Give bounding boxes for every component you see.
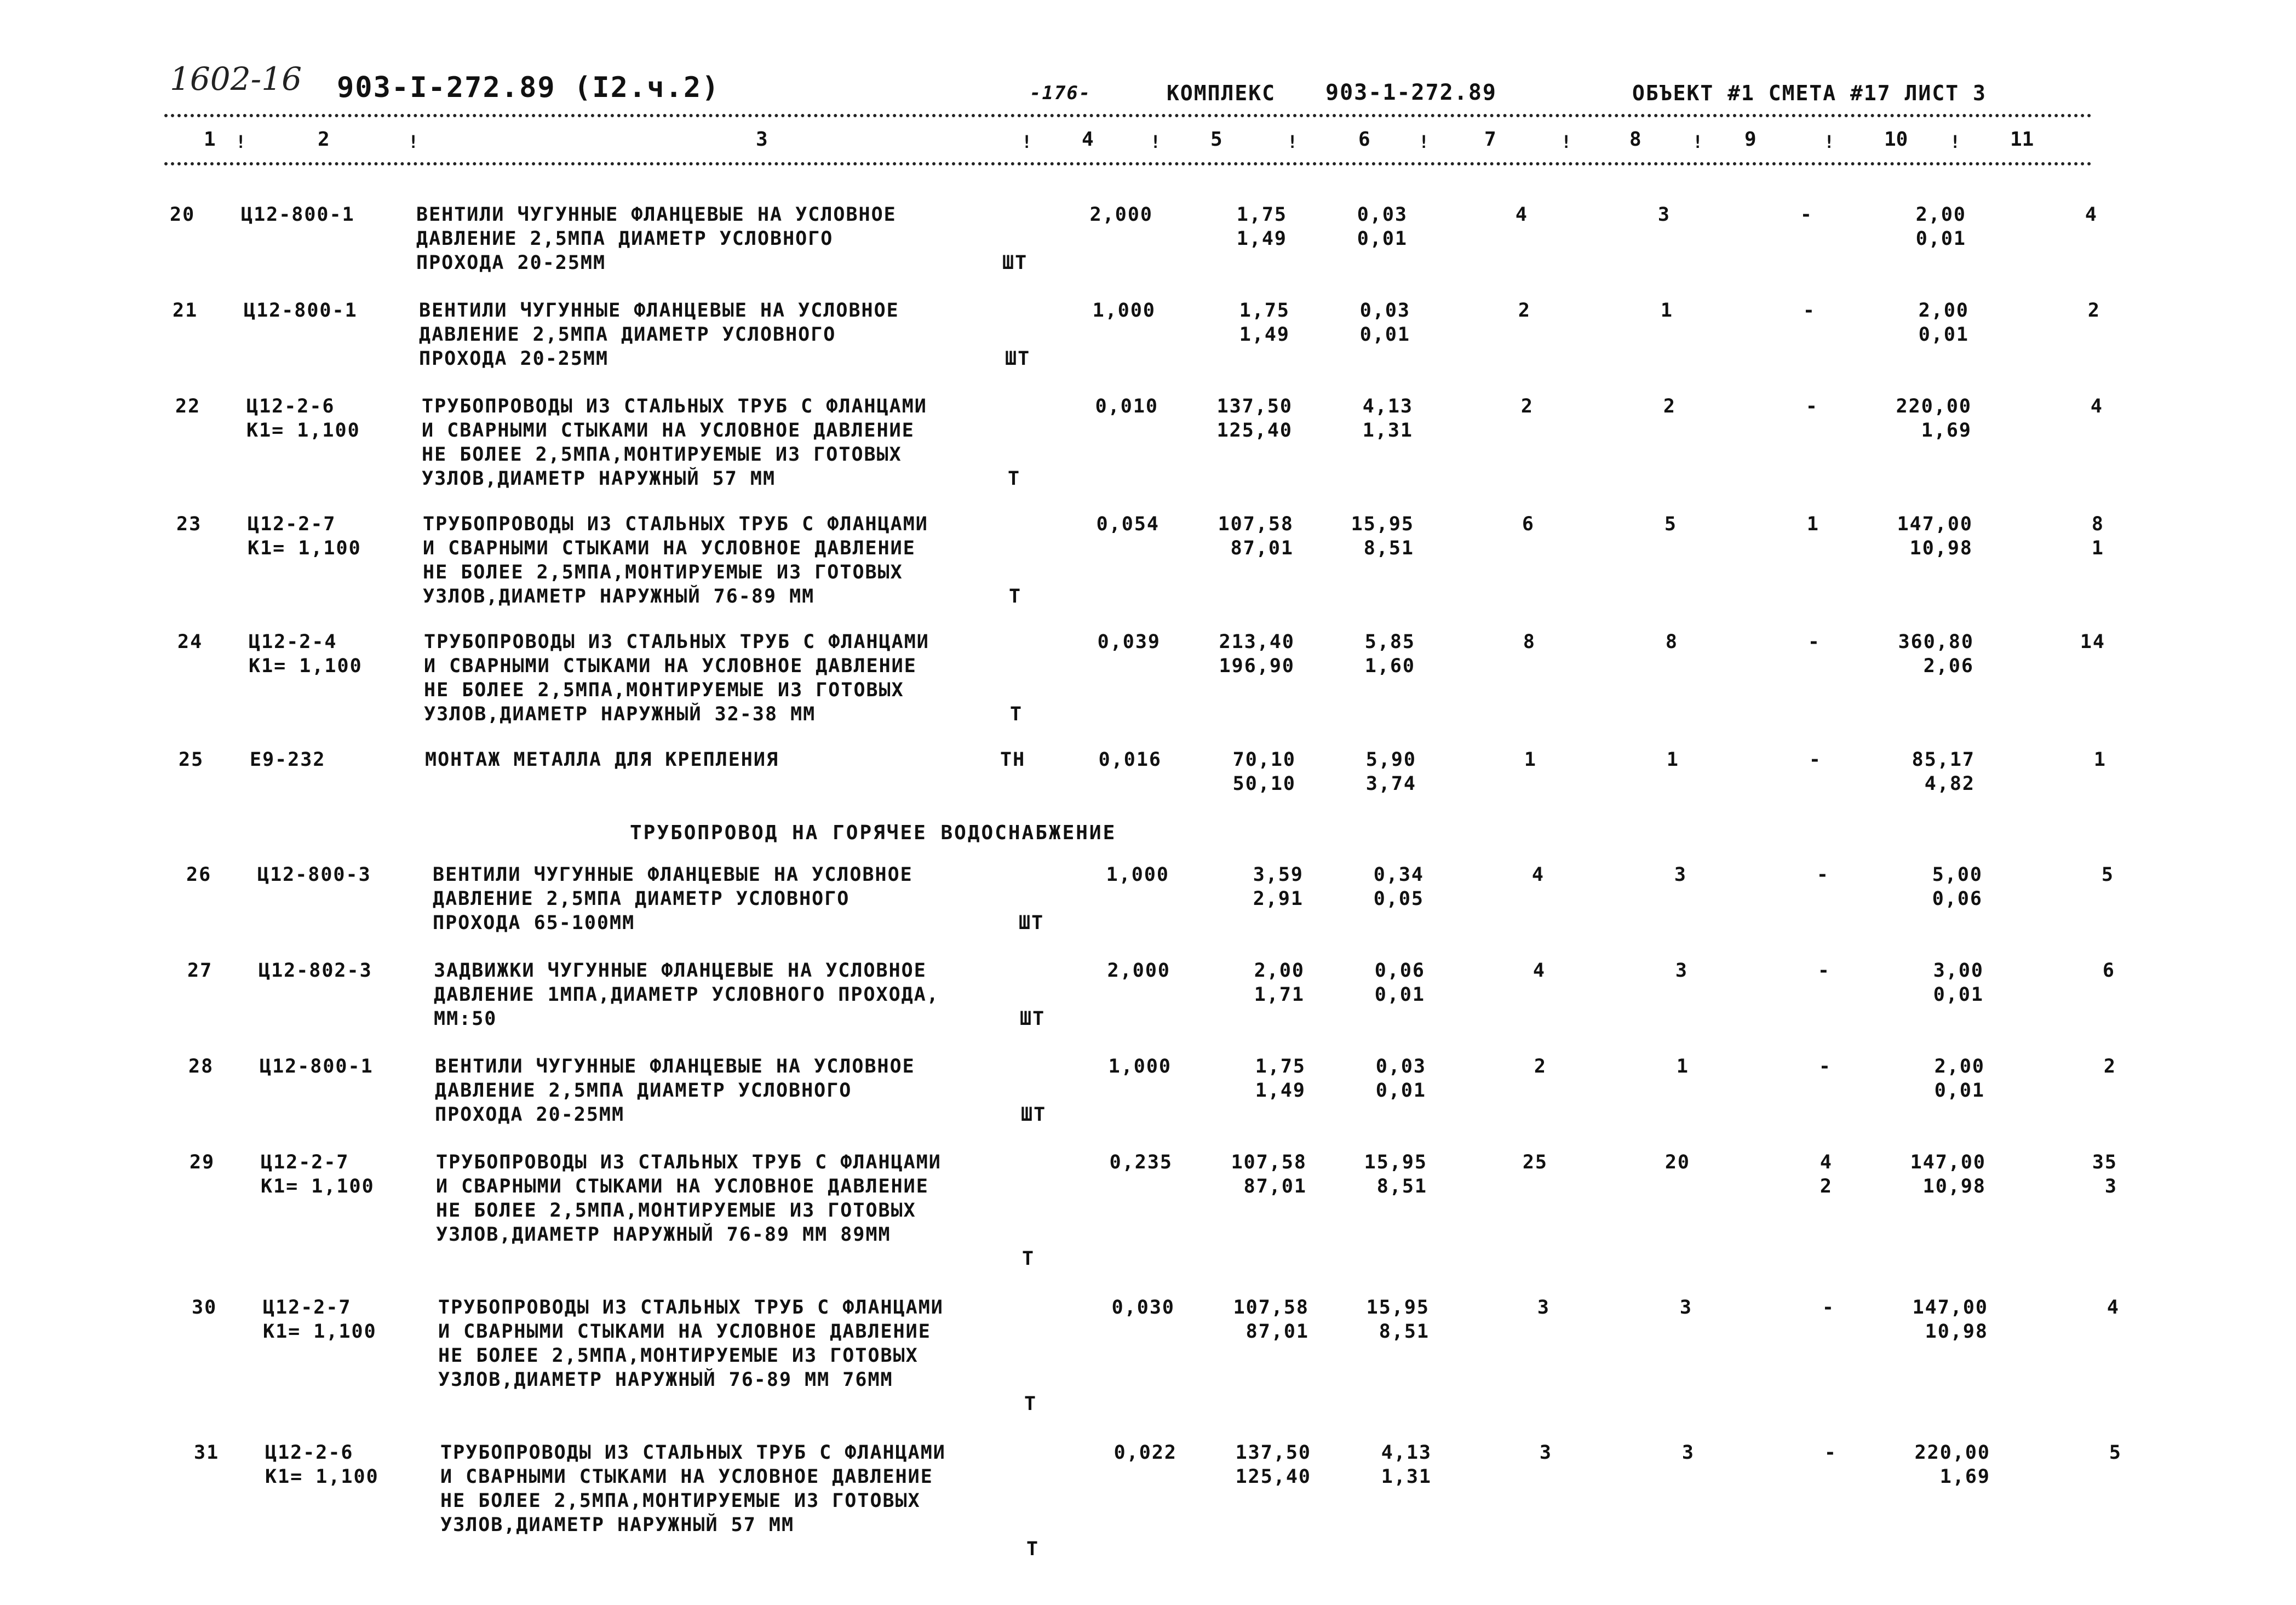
- unit-cost: 70,10 50,10: [1232, 749, 1296, 795]
- rate-code: Ц12-802-3: [259, 960, 372, 982]
- quantity: 2,000: [1089, 204, 1153, 226]
- labor-cost: 2,00 0,01: [1915, 204, 1966, 250]
- total-machines: -: [1803, 300, 1816, 322]
- total-machines: -: [1817, 960, 1830, 982]
- object-info: ОБЪЕКТ #1 СМЕТА #17 ЛИСТ 3: [1632, 81, 1987, 105]
- header-rule-top: [164, 114, 2092, 117]
- rate-code: Ц12-2-7 К1= 1,100: [263, 1297, 377, 1343]
- row-number: 23: [176, 513, 202, 535]
- column-divider: !: [1419, 131, 1430, 152]
- unit-of-measure: ШТ: [1002, 252, 1028, 274]
- total-wages: 5: [1664, 513, 1677, 535]
- rate-code: Ц12-2-6 К1= 1,100: [246, 395, 360, 442]
- unit-cost: 2,00 1,71: [1254, 960, 1305, 1006]
- unit-of-measure: Т: [1008, 468, 1021, 490]
- labor-total: 2: [2087, 300, 2100, 322]
- work-description: ВЕНТИЛИ ЧУГУННЫЕ ФЛАНЦЕВЫЕ НА УСЛОВНОЕ ДАВЛЕНИЕ 2,5МПА ДИАМЕТР УСЛОВНОГО ПРОХОДА 20-25ММ: [419, 300, 899, 370]
- header-rule-bottom: [164, 162, 2092, 165]
- total-cost: 3: [1537, 1297, 1550, 1319]
- work-description: ВЕНТИЛИ ЧУГУННЫЕ ФЛАНЦЕВЫЕ НА УСЛОВНОЕ ДАВЛЕНИЕ 2,5МПА ДИАМЕТР УСЛОВНОГО ПРОХОДА 20-25ММ: [416, 204, 897, 274]
- work-description: ТРУБОПРОВОДЫ ИЗ СТАЛЬНЫХ ТРУБ С ФЛАНЦАМИ И СВАРНЫМИ СТЫКАМИ НА УСЛОВНОЕ ДАВЛЕНИЕ НЕ БОЛЕЕ 2,5МПА,МОНТИРУЕМЫЕ ИЗ ГОТОВЫХ УЗЛОВ,ДИАМЕТР НАРУЖНЫЙ 76-89 ММ: [423, 513, 928, 607]
- work-description: ЗАДВИЖКИ ЧУГУННЫЕ ФЛАНЦЕВЫЕ НА УСЛОВНОЕ ДАВЛЕНИЕ 1МПА,ДИАМЕТР УСЛОВНОГО ПРОХОДА, ММ:50: [434, 960, 939, 1030]
- labor-total: 1: [2093, 749, 2106, 771]
- column-number: 11: [2010, 128, 2034, 151]
- unit-of-measure: ШТ: [1019, 912, 1044, 934]
- total-wages: 3: [1681, 1442, 1695, 1464]
- work-description: ТРУБОПРОВОДЫ ИЗ СТАЛЬНЫХ ТРУБ С ФЛАНЦАМИ И СВАРНЫМИ СТЫКАМИ НА УСЛОВНОЕ ДАВЛЕНИЕ НЕ БОЛЕЕ 2,5МПА,МОНТИРУЕМЫЕ ИЗ ГОТОВЫХ УЗЛОВ,ДИАМЕТР НАРУЖНЫЙ 57 ММ: [440, 1442, 946, 1536]
- labor-total: 35 3: [2092, 1151, 2117, 1197]
- labor-cost: 2,00 0,01: [1934, 1056, 1985, 1102]
- column-divider: !: [1692, 131, 1703, 152]
- labor-cost: 85,17 4,82: [1912, 749, 1975, 795]
- quantity: 0,054: [1096, 513, 1160, 535]
- total-wages: 3: [1674, 864, 1687, 886]
- total-machines: -: [1805, 395, 1818, 417]
- rate-code: Ц12-2-7 К1= 1,100: [248, 513, 361, 559]
- quantity: 1,000: [1092, 300, 1156, 322]
- labor-total: 2: [2103, 1056, 2116, 1077]
- rate-code: Ц12-2-6 К1= 1,100: [265, 1442, 379, 1488]
- labor-cost: 147,00 10,98: [1910, 1151, 1986, 1197]
- work-description: ТРУБОПРОВОДЫ ИЗ СТАЛЬНЫХ ТРУБ С ФЛАНЦАМИ И СВАРНЫМИ СТЫКАМИ НА УСЛОВНОЕ ДАВЛЕНИЕ НЕ БОЛЕЕ 2,5МПА,МОНТИРУЕМЫЕ ИЗ ГОТОВЫХ УЗЛОВ,ДИАМЕТР НАРУЖНЫЙ 76-89 ММ 76ММ: [438, 1297, 944, 1391]
- unit-machine-cost: 5,85 1,60: [1364, 631, 1415, 677]
- total-machines: -: [1809, 749, 1822, 771]
- unit-cost: 137,50 125,40: [1216, 395, 1293, 442]
- unit-machine-cost: 0,34 0,05: [1373, 864, 1424, 910]
- total-wages: 8: [1665, 631, 1678, 653]
- labor-total: 5: [2109, 1442, 2122, 1464]
- total-cost: 3: [1539, 1442, 1552, 1464]
- work-description: ТРУБОПРОВОДЫ ИЗ СТАЛЬНЫХ ТРУБ С ФЛАНЦАМИ И СВАРНЫМИ СТЫКАМИ НА УСЛОВНОЕ ДАВЛЕНИЕ НЕ БОЛЕЕ 2,5МПА,МОНТИРУЕМЫЕ ИЗ ГОТОВЫХ УЗЛОВ,ДИАМЕТР НАРУЖНЫЙ 57 ММ: [422, 395, 927, 490]
- row-number: 31: [194, 1442, 220, 1464]
- row-number: 30: [192, 1297, 217, 1319]
- total-wages: 1: [1676, 1056, 1689, 1077]
- unit-machine-cost: 15,95 8,51: [1366, 1297, 1430, 1343]
- unit-of-measure: Т: [1009, 586, 1022, 607]
- column-number: 6: [1358, 128, 1370, 151]
- unit-of-measure: Т: [1010, 703, 1023, 725]
- column-divider: !: [1021, 131, 1032, 152]
- rate-code: Е9-232: [250, 749, 326, 771]
- unit-cost: 137,50 125,40: [1235, 1442, 1311, 1488]
- total-wages: 1: [1666, 749, 1679, 771]
- total-machines: -: [1824, 1442, 1837, 1464]
- column-number: 9: [1744, 128, 1757, 151]
- total-machines: -: [1822, 1297, 1835, 1319]
- labor-cost: 5,00 0,06: [1932, 864, 1983, 910]
- unit-cost: 107,58 87,01: [1231, 1151, 1307, 1197]
- total-cost: 2: [1520, 395, 1534, 417]
- total-wages: 20: [1664, 1151, 1690, 1173]
- total-cost: 4: [1531, 864, 1545, 886]
- total-machines: 4 2: [1819, 1151, 1833, 1197]
- labor-cost: 360,80 2,06: [1898, 631, 1974, 677]
- quantity: 0,022: [1113, 1442, 1177, 1464]
- column-number: 5: [1210, 128, 1222, 151]
- unit-cost: 1,75 1,49: [1255, 1056, 1306, 1102]
- unit-machine-cost: 0,06 0,01: [1374, 960, 1425, 1006]
- column-divider: !: [1287, 131, 1298, 152]
- column-number: 2: [318, 128, 330, 151]
- quantity: 0,010: [1095, 395, 1158, 417]
- rate-code: Ц12-800-1: [260, 1056, 374, 1077]
- unit-cost: 107,58 87,01: [1218, 513, 1294, 559]
- column-number: 1: [204, 128, 216, 151]
- unit-of-measure: Т: [1026, 1538, 1040, 1560]
- work-description: ВЕНТИЛИ ЧУГУННЫЕ ФЛАНЦЕВЫЕ НА УСЛОВНОЕ ДАВЛЕНИЕ 2,5МПА ДИАМЕТР УСЛОВНОГО ПРОХОДА 20-25ММ: [435, 1056, 915, 1126]
- total-cost: 2: [1518, 300, 1531, 322]
- rate-code: Ц12-2-4 К1= 1,100: [249, 631, 363, 677]
- unit-cost: 1,75 1,49: [1239, 300, 1290, 346]
- row-number: 29: [190, 1151, 215, 1173]
- unit-machine-cost: 15,95 8,51: [1351, 513, 1414, 559]
- unit-machine-cost: 0,03 0,01: [1375, 1056, 1426, 1102]
- unit-machine-cost: 0,03 0,01: [1359, 300, 1410, 346]
- rate-code: Ц12-2-7 К1= 1,100: [261, 1151, 375, 1197]
- column-divider: !: [1561, 131, 1572, 152]
- work-description: ВЕНТИЛИ ЧУГУННЫЕ ФЛАНЦЕВЫЕ НА УСЛОВНОЕ ДАВЛЕНИЕ 2,5МПА ДИАМЕТР УСЛОВНОГО ПРОХОДА 65-100ММ: [433, 864, 913, 934]
- total-machines: -: [1807, 631, 1821, 653]
- row-number: 27: [187, 960, 213, 982]
- work-description: ТРУБОПРОВОДЫ ИЗ СТАЛЬНЫХ ТРУБ С ФЛАНЦАМИ И СВАРНЫМИ СТЫКАМИ НА УСЛОВНОЕ ДАВЛЕНИЕ НЕ БОЛЕЕ 2,5МПА,МОНТИРУЕМЫЕ ИЗ ГОТОВЫХ УЗЛОВ,ДИАМЕТР НАРУЖНЫЙ 32-38 ММ: [424, 631, 929, 725]
- unit-of-measure: Т: [1022, 1248, 1035, 1270]
- rate-code: Ц12-800-1: [244, 300, 358, 322]
- column-number: 4: [1082, 128, 1094, 151]
- unit-cost: 3,59 2,91: [1253, 864, 1304, 910]
- total-cost: 6: [1522, 513, 1535, 535]
- labor-cost: 147,00 10,98: [1912, 1297, 1988, 1343]
- row-number: 21: [173, 300, 198, 322]
- total-machines: -: [1818, 1056, 1832, 1077]
- total-wages: 3: [1675, 960, 1688, 982]
- labor-cost: 147,00 10,98: [1897, 513, 1973, 559]
- work-description: ТРУБОПРОВОДЫ ИЗ СТАЛЬНЫХ ТРУБ С ФЛАНЦАМИ И СВАРНЫМИ СТЫКАМИ НА УСЛОВНОЕ ДАВЛЕНИЕ НЕ БОЛЕЕ 2,5МПА,МОНТИРУЕМЫЕ ИЗ ГОТОВЫХ УЗЛОВ,ДИАМЕТР НАРУЖНЫЙ 76-89 ММ 89ММ: [436, 1151, 942, 1246]
- total-wages: 2: [1663, 395, 1676, 417]
- rate-code: Ц12-800-3: [257, 864, 371, 886]
- total-cost: 8: [1523, 631, 1536, 653]
- unit-cost: 1,75 1,49: [1236, 204, 1287, 250]
- total-cost: 2: [1534, 1056, 1547, 1077]
- quantity: 2,000: [1107, 960, 1170, 982]
- column-divider: !: [236, 131, 246, 152]
- unit-cost: 213,40 196,90: [1219, 631, 1295, 677]
- column-divider: !: [1950, 131, 1961, 152]
- labor-total: 4: [2106, 1297, 2120, 1319]
- column-number: 7: [1484, 128, 1496, 151]
- quantity: 0,039: [1097, 631, 1161, 653]
- row-number: 26: [186, 864, 212, 886]
- complex-label: КОМПЛЕКС: [1167, 81, 1276, 105]
- section-title: ТРУБОПРОВОД НА ГОРЯЧЕЕ ВОДОСНАБЖЕНИЕ: [630, 822, 1117, 844]
- quantity: 0,016: [1098, 749, 1162, 771]
- column-number: 3: [756, 128, 768, 151]
- unit-of-measure: ШТ: [1005, 348, 1031, 370]
- column-divider: !: [1824, 131, 1835, 152]
- column-divider: !: [408, 131, 419, 152]
- column-number: 10: [1884, 128, 1908, 151]
- labor-total: 4: [2090, 395, 2103, 417]
- quantity: 1,000: [1106, 864, 1169, 886]
- total-machines: -: [1800, 204, 1813, 226]
- page-number: -176-: [1030, 82, 1092, 104]
- row-number: 22: [175, 395, 201, 417]
- labor-cost: 2,00 0,01: [1918, 300, 1969, 346]
- unit-of-measure: Т: [1024, 1393, 1037, 1415]
- total-cost: 4: [1515, 204, 1528, 226]
- unit-of-measure: ТН: [1000, 749, 1026, 771]
- unit-of-measure: ШТ: [1021, 1104, 1047, 1126]
- labor-total: 4: [2085, 204, 2098, 226]
- total-wages: 1: [1660, 300, 1673, 322]
- total-wages: 3: [1679, 1297, 1692, 1319]
- labor-total: 5: [2101, 864, 2114, 886]
- row-number: 28: [188, 1056, 214, 1077]
- total-cost: 25: [1522, 1151, 1548, 1173]
- labor-total: 8 1: [2091, 513, 2104, 559]
- unit-machine-cost: 5,90 3,74: [1365, 749, 1416, 795]
- unit-machine-cost: 4,13 1,31: [1381, 1442, 1432, 1488]
- unit-cost: 107,58 87,01: [1233, 1297, 1309, 1343]
- total-cost: 4: [1532, 960, 1546, 982]
- handwritten-sheet-number: 1602-16: [170, 60, 302, 98]
- quantity: 1,000: [1108, 1056, 1172, 1077]
- unit-machine-cost: 15,95 8,51: [1364, 1151, 1427, 1197]
- complex-code: 903-1-272.89: [1325, 80, 1497, 105]
- total-cost: 1: [1524, 749, 1537, 771]
- total-machines: -: [1816, 864, 1829, 886]
- row-number: 25: [179, 749, 204, 771]
- column-number: 8: [1629, 128, 1641, 151]
- labor-cost: 220,00 1,69: [1896, 395, 1972, 442]
- labor-cost: 220,00 1,69: [1914, 1442, 1990, 1488]
- row-number: 20: [170, 204, 196, 226]
- unit-machine-cost: 0,03 0,01: [1357, 204, 1408, 250]
- total-machines: 1: [1806, 513, 1819, 535]
- work-description: МОНТАЖ МЕТАЛЛА ДЛЯ КРЕПЛЕНИЯ: [425, 749, 779, 771]
- rate-code: Ц12-800-1: [241, 204, 355, 226]
- labor-total: 6: [2102, 960, 2115, 982]
- quantity: 0,030: [1111, 1297, 1175, 1319]
- labor-total: 14: [2080, 631, 2105, 653]
- labor-cost: 3,00 0,01: [1933, 960, 1984, 1006]
- unit-of-measure: ШТ: [1020, 1008, 1046, 1030]
- column-divider: !: [1150, 131, 1161, 152]
- quantity: 0,235: [1109, 1151, 1173, 1173]
- unit-machine-cost: 4,13 1,31: [1362, 395, 1413, 442]
- document-code: 903-I-272.89 (I2.ч.2): [337, 71, 720, 104]
- total-wages: 3: [1657, 204, 1671, 226]
- row-number: 24: [177, 631, 203, 653]
